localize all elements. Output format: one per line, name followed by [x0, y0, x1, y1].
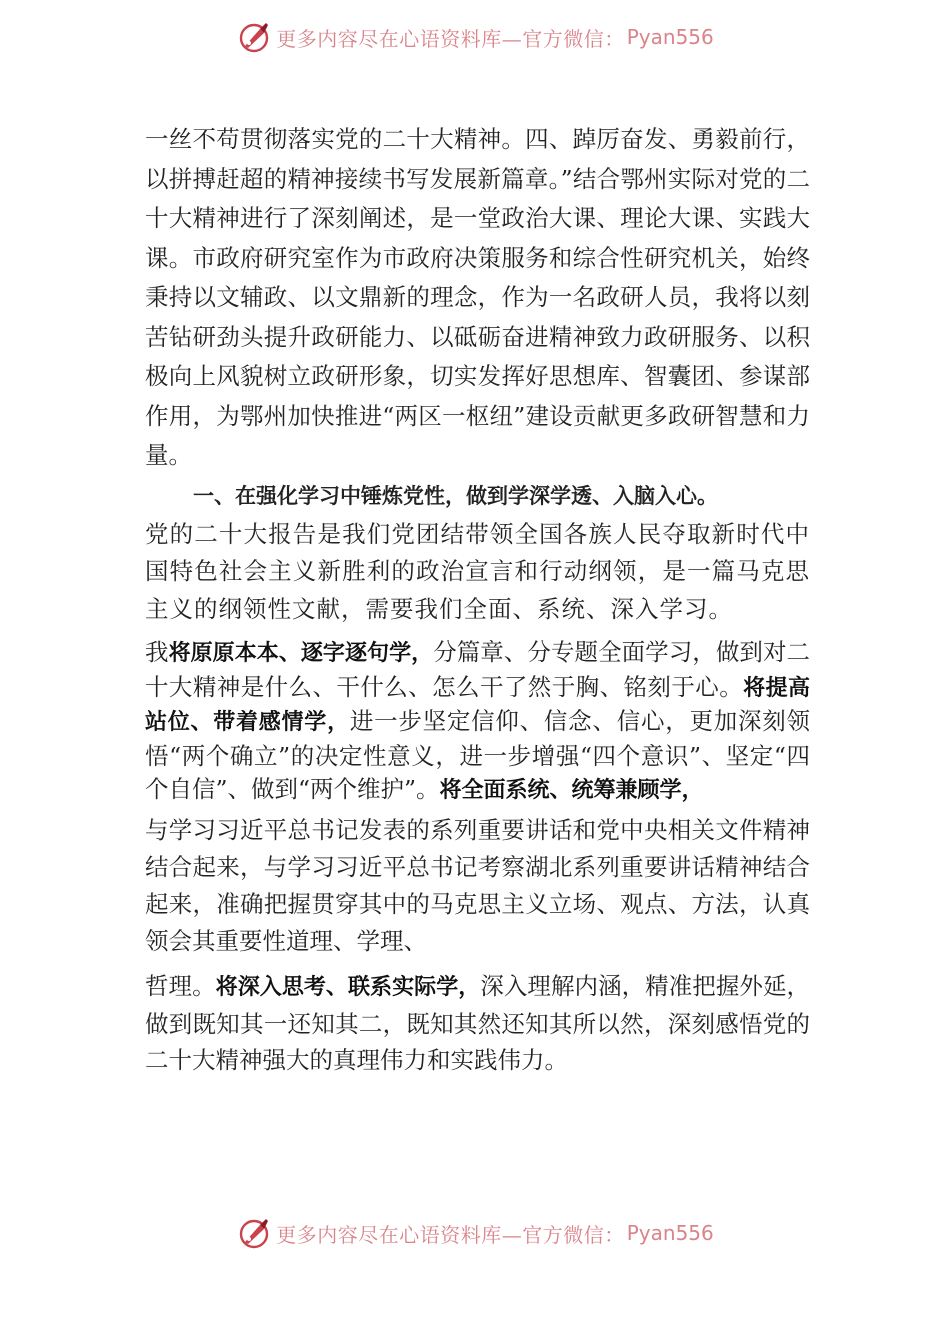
bold-run: 将全面系统、统筹兼顾学，: [439, 778, 704, 803]
document-body: [145, 120, 810, 1078]
banner-text: 更多内容尽在心语资料库—官方微信：: [276, 1222, 625, 1247]
paragraph-study-methods: [145, 636, 810, 808]
banner-wechat-id: Pyan556: [626, 25, 714, 49]
pen-nib-logo-icon: [236, 19, 272, 55]
text-run: 进一步坚定信仰、信念、信心，更加深刻领悟“两个确立”的决定性意义，进一步增强“四个意识”、坚定“四个自信”、做到“两个维护”。: [145, 707, 810, 803]
footer-watermark-banner: [0, 1210, 950, 1256]
text-run: 分篇章、分专题全面学习，做到对二十大精神是什么、干什么、怎么干了然于胸、铭刻于心。: [145, 638, 810, 701]
bold-run: 将提高站位、带着感情学，: [145, 675, 810, 735]
text-run: 深入理解内涵，精准把握外延，做到既知其一还知其二，既知其然还知其所以然，深刻感悟党的二十大精神强大的真理伟力和实践伟力。: [145, 971, 811, 1074]
paragraph-intro: 一丝不苟贯彻落实党的二十大精神。四、踔厉奋发、勇毅前行，以拼搏赶超的精神接续书写发展新篇章。”结合鄂州实际对党的二十大精神进行了深刻阐述，是一堂政治大课、理论大课、实践大课。市政府研究室作为市政府决策服务和综合性研究机关，始终秉持以文辅政、以文鼎新的理念，作为一名政研人员，我将以刻苦钻研劲头提升政研能力、以砥砺奋进精神致力政研服务、以积极向上风貌树立政研形象，切实发挥好思想库、智囊团、参谋部作用，为鄂州加快推进“两区一枢纽”建设贡献更多政研智慧和力量。: [145, 125, 810, 469]
paragraph-study-methods-cont: [145, 812, 810, 960]
banner-wechat-id: Pyan556: [626, 1221, 714, 1245]
bold-run: 将深入思考、联系实际学，: [215, 974, 481, 1000]
paragraph-study-methods-end: [145, 968, 810, 1078]
section-heading-1: 一、在强化学习中锤炼党性，做到学深学透、入脑入心。: [193, 483, 718, 508]
text-run: 我: [145, 638, 169, 666]
bold-run: 将原原本本、逐字逐句学，: [168, 641, 434, 666]
text-run: 哲理。: [145, 971, 216, 1000]
header-watermark-banner: [0, 14, 950, 60]
banner-text: 更多内容尽在心语资料库—官方微信：: [276, 26, 625, 51]
text-run: 与学习习近平总书记发表的系列重要讲话和党中央相关文件精神结合起来，与学习习近平总书记考察湖北系列重要讲话精神结合起来，准确把握贯穿其中的马克思主义立场、观点、方法，认真领会其重要性道理、学理、: [145, 815, 810, 955]
pen-nib-logo-icon: [236, 1215, 272, 1251]
paragraph-report: 党的二十大报告是我们党团结带领全国各族人民夺取新时代中国特色社会主义新胜利的政治宣言和行动纲领，是一篇马克思主义的纲领性文献，需要我们全面、系统、深入学习。: [145, 519, 810, 623]
